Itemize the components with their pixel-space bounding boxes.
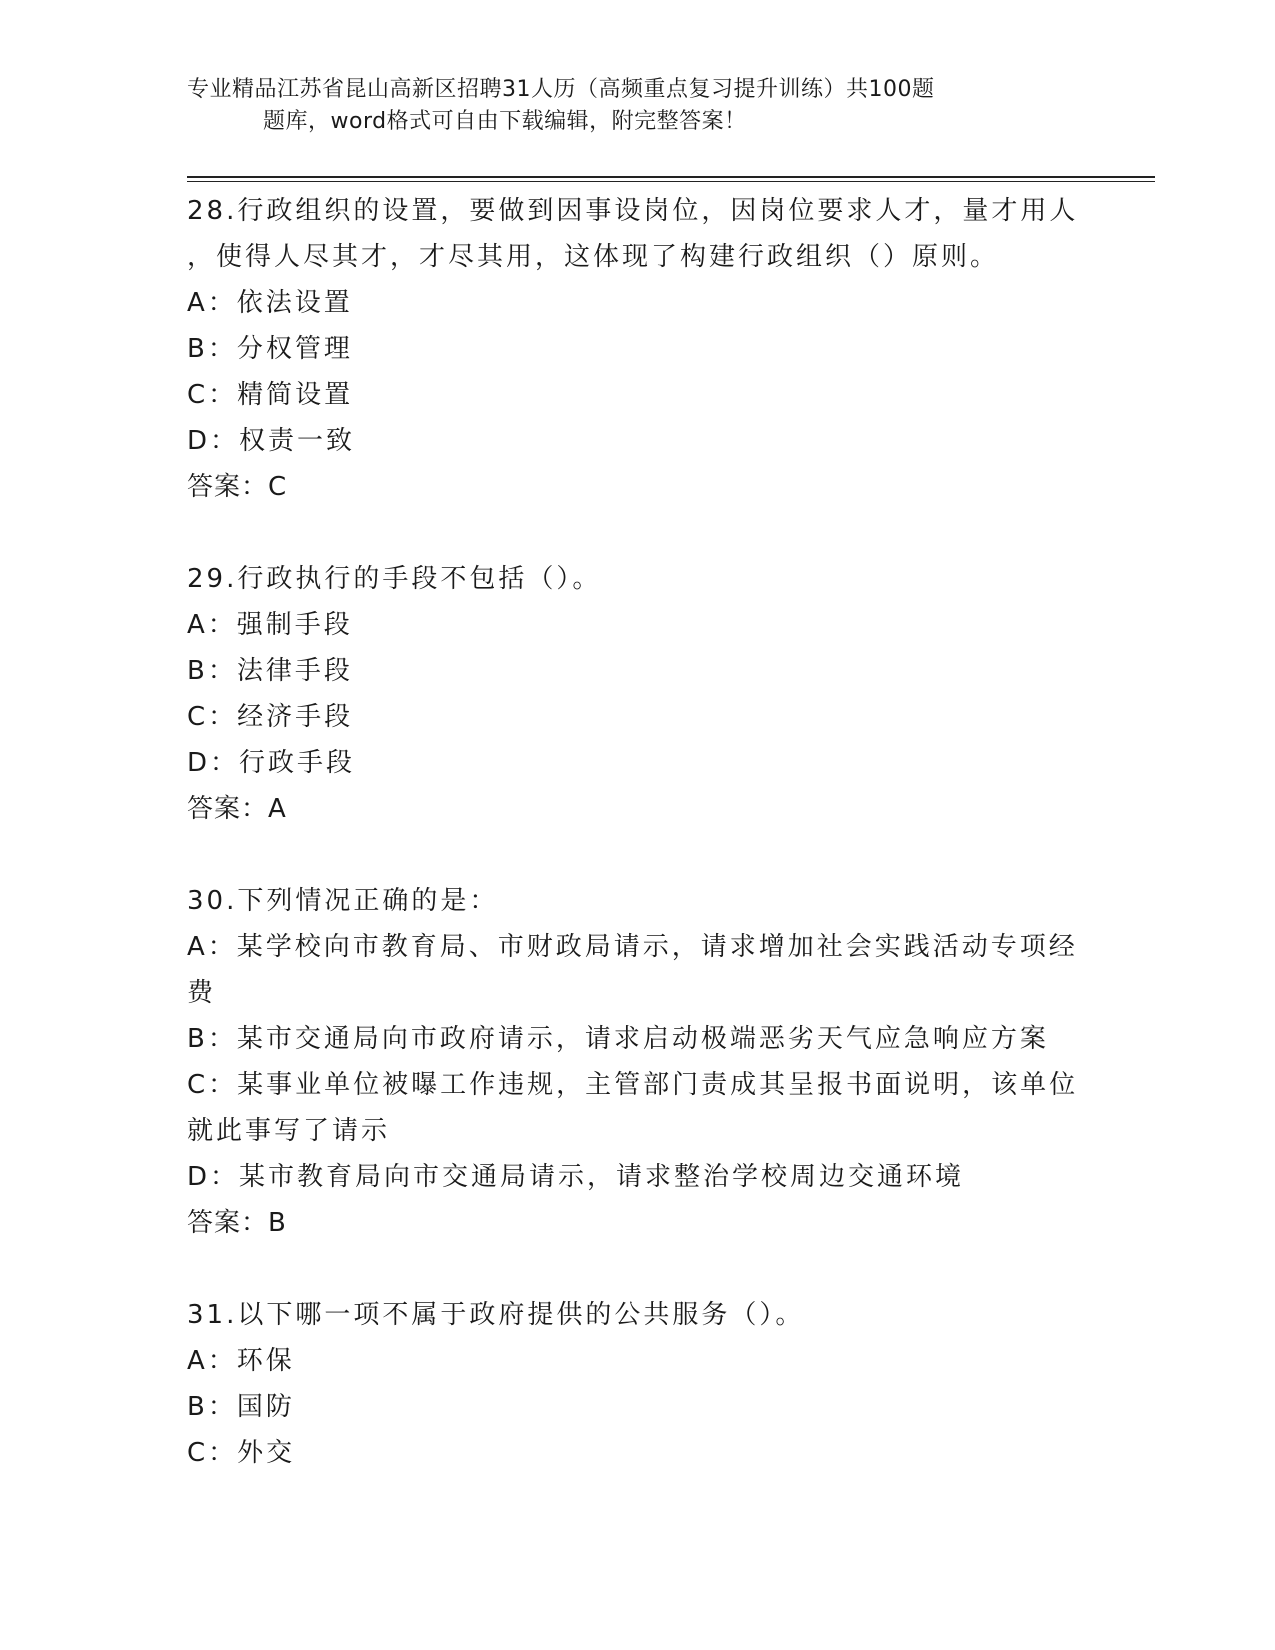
header-title-line-1: 专业精品江苏省昆山高新区招聘31人历（高频重点复习提升训练）共100题 <box>187 77 935 102</box>
question-spacer <box>187 832 1087 878</box>
answer-line: 答案：C <box>187 472 288 502</box>
document-header <box>187 74 1087 138</box>
question-spacer <box>187 510 1087 556</box>
option-line: B：某市交通局向市政府请示，请求启动极端恶劣天气应急响应方案 <box>187 1024 1049 1054</box>
option-line: 就此事写了请示 <box>187 1116 391 1146</box>
question-stem-line: 29.行政执行的手段不包括（）。 <box>187 564 602 594</box>
option-line: D：某市教育局向市交通局请示，请求整治学校周边交通环境 <box>187 1162 965 1192</box>
option-line: C：外交 <box>187 1438 296 1468</box>
question-stem-line: 28.行政组织的设置，要做到因事设岗位，因岗位要求人才，量才用人 <box>187 196 1079 226</box>
option-line: B：法律手段 <box>187 656 353 686</box>
question-stem-line: ，使得人尽其才，才尽其用，这体现了构建行政组织（）原则。 <box>187 242 1000 272</box>
answer-line: 答案：A <box>187 794 287 824</box>
option-line: A：依法设置 <box>187 288 353 318</box>
answer-line: 答案：B <box>187 1208 287 1238</box>
question-stem-line: 30.下列情况正确的是： <box>187 886 499 916</box>
header-title-line-2: 题库，word格式可自由下载编辑，附完整答案！ <box>263 109 747 134</box>
option-line: D：行政手段 <box>187 748 356 778</box>
header-divider-thin <box>187 181 1155 182</box>
question-block <box>187 1292 1087 1476</box>
question-list <box>187 188 1087 1476</box>
option-line: C：某事业单位被曝工作违规，主管部门责成其呈报书面说明，该单位 <box>187 1070 1079 1100</box>
option-line: D：权责一致 <box>187 426 356 456</box>
question-block <box>187 556 1087 832</box>
option-line: C：经济手段 <box>187 702 354 732</box>
question-block <box>187 878 1087 1246</box>
option-line: A：环保 <box>187 1346 295 1376</box>
header-divider-thick <box>187 176 1155 178</box>
option-line: A：强制手段 <box>187 610 353 640</box>
option-line: A：某学校向市教育局、市财政局请示，请求增加社会实践活动专项经 <box>187 932 1078 962</box>
question-spacer <box>187 1246 1087 1292</box>
option-line: B：国防 <box>187 1392 295 1422</box>
question-stem-line: 31.以下哪一项不属于政府提供的公共服务（）。 <box>187 1300 805 1330</box>
option-line: B：分权管理 <box>187 334 353 364</box>
option-line: C：精简设置 <box>187 380 354 410</box>
option-line: 费 <box>187 978 217 1008</box>
question-block <box>187 188 1087 510</box>
